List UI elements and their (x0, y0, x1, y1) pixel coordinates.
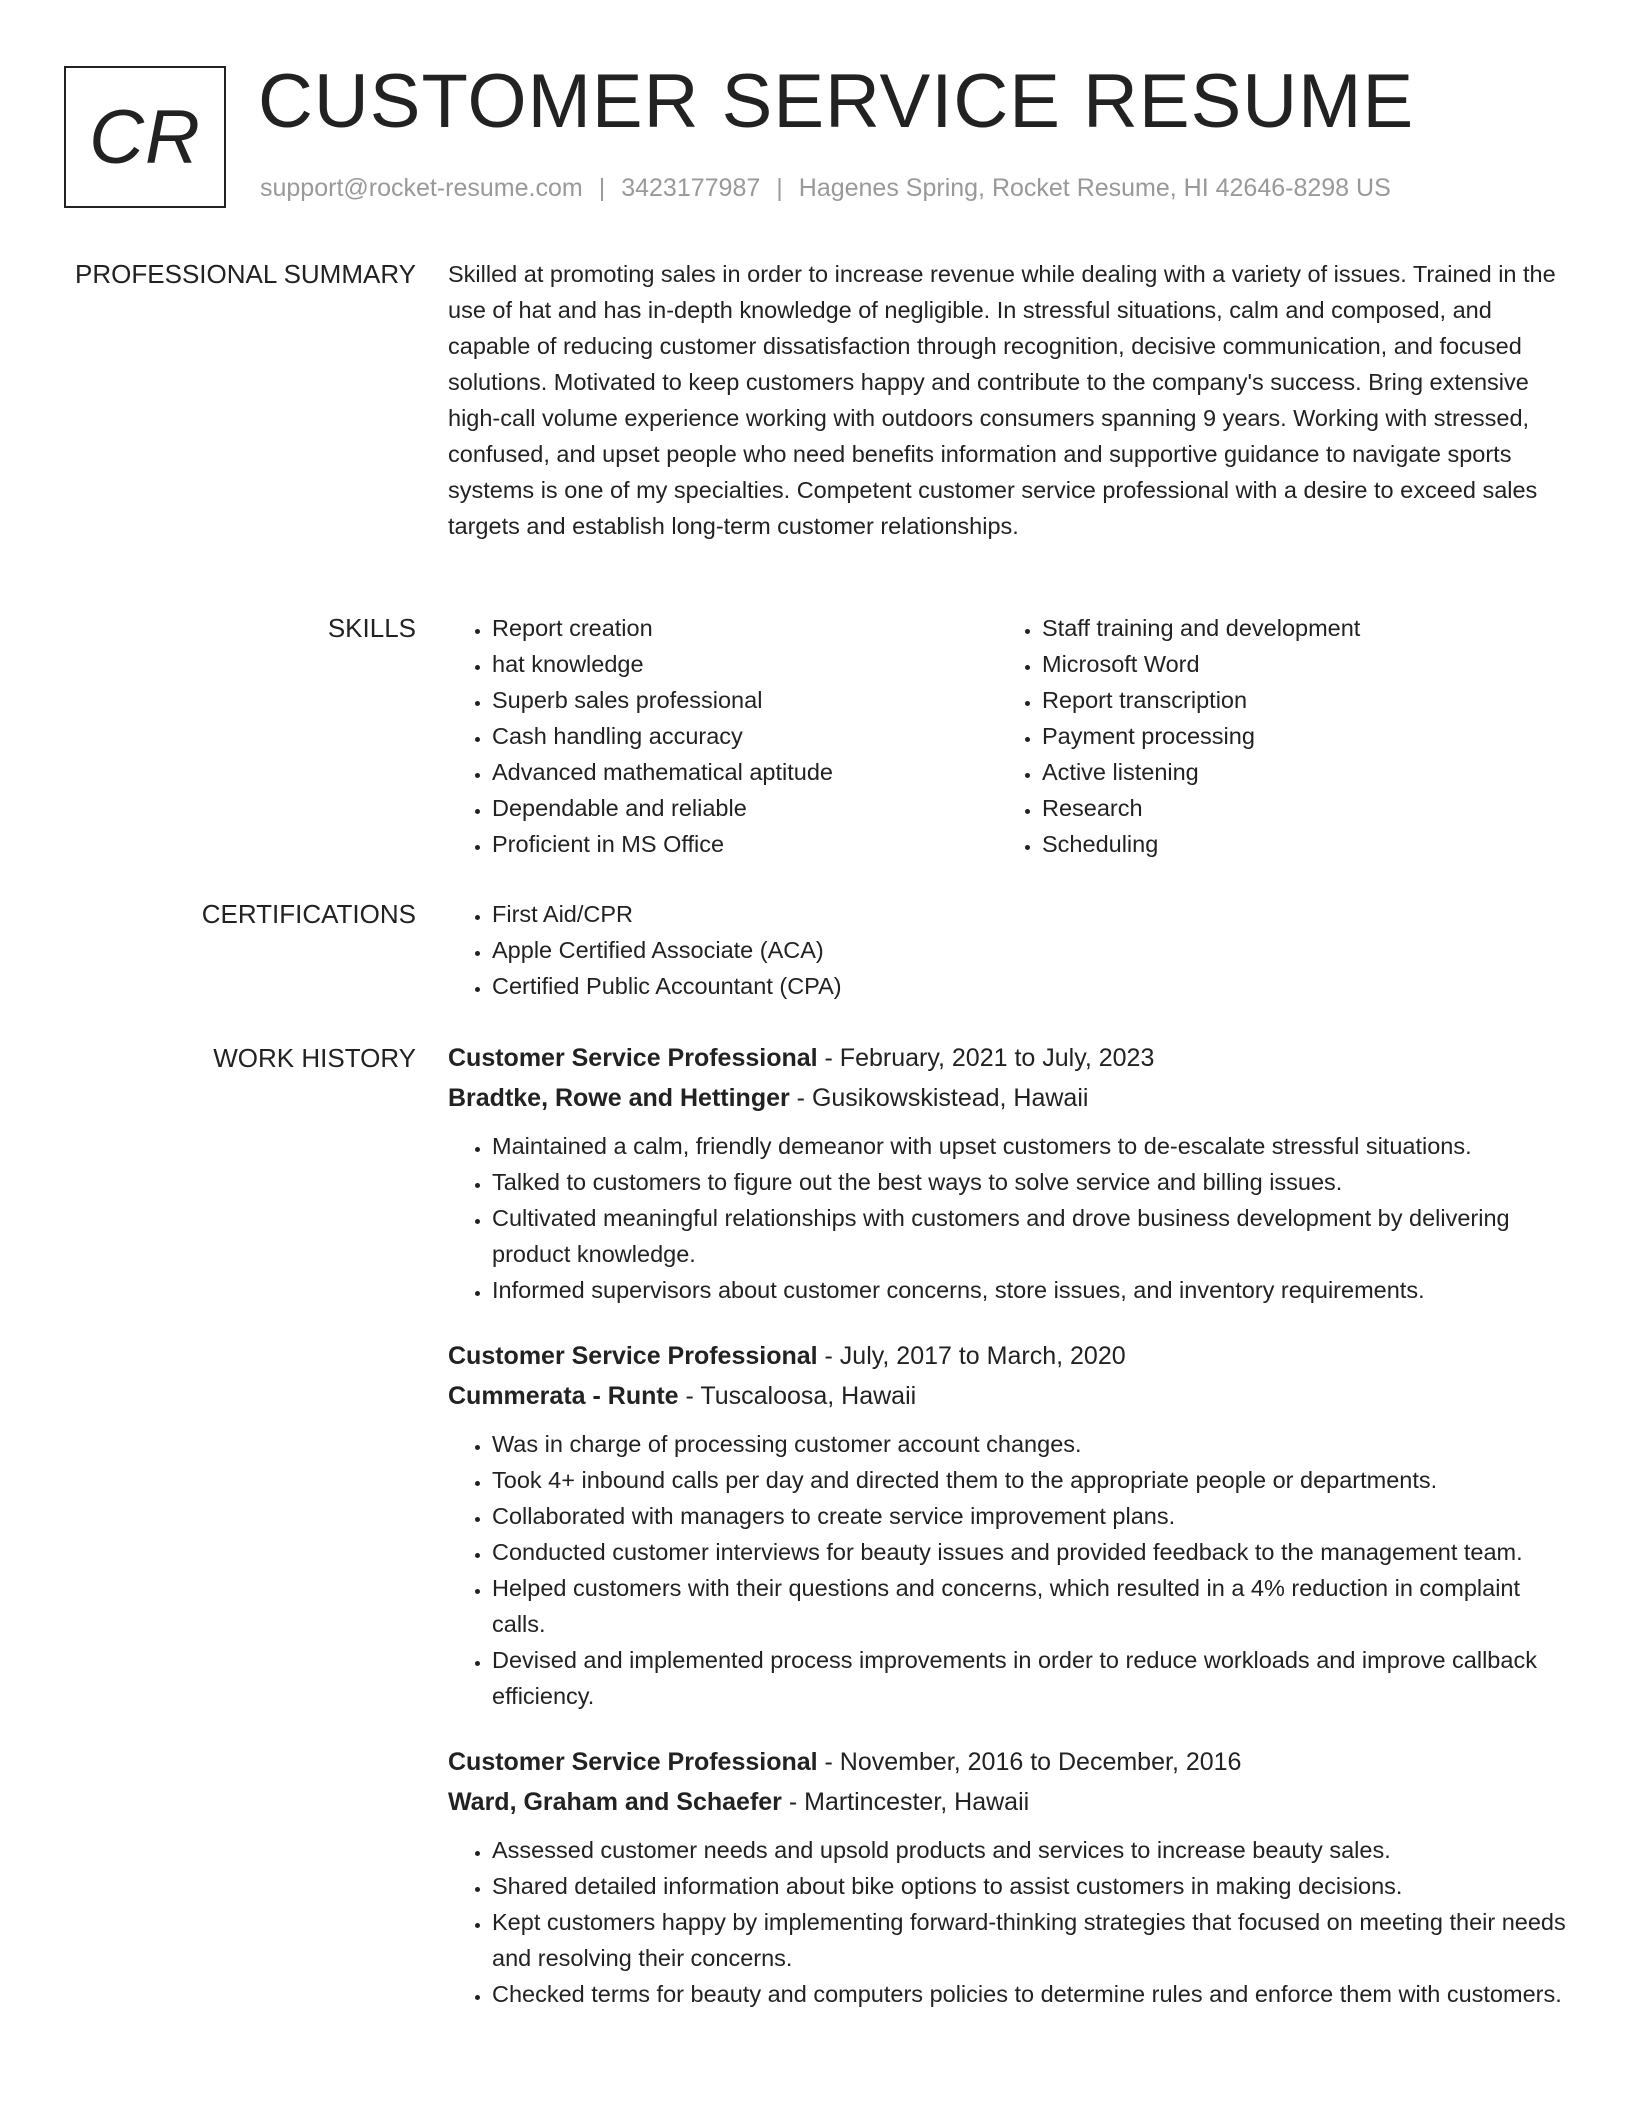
job-title: Customer Service Professional (448, 1748, 818, 1776)
skills-heading: SKILLS (327, 613, 416, 643)
contact-address: Hagenes Spring, Rocket Resume, HI 42646-8298 US (798, 174, 1391, 202)
skills-list-left (448, 610, 998, 862)
job-company: Cummerata - Runte (448, 1382, 679, 1410)
job-duties-list (448, 1128, 1568, 1308)
job-company-line (448, 1784, 1568, 1820)
job-entry (448, 1744, 1568, 2012)
job-duty: • Took 4+ inbound calls per day and directed them to the appropriate people or departments. (492, 1462, 1568, 1498)
job-duty: • Informed supervisors about customer concerns, store issues, and inventory requirements. (492, 1272, 1568, 1308)
monogram-initials: CR (89, 94, 201, 180)
skill-item: • Payment processing (1042, 718, 1548, 754)
job-dates: - November, 2016 to December, 2016 (817, 1748, 1242, 1776)
job-duty: • Maintained a calm, friendly demeanor with upset customers to de-escalate stressful situations. (492, 1128, 1568, 1164)
certification-item: • First Aid/CPR (492, 896, 1568, 932)
job-company-line (448, 1378, 1568, 1414)
summary-text: Skilled at promoting sales in order to increase revenue while dealing with a variety of issues. Trained in the use of hat and has in-depth knowledge of negligible. In stressful situations, calm and composed, and capable of reducing customer dissatisfaction through recognition, decisive communication, and focused solutions. Motivated to keep customers happy and contribute to the company's success. Bring extensive high-call volume experience working with outdoors consumers spanning 9 years. Working with stressed, confused, and upset people who need benefits information and supportive guidance to navigate sports systems is one of my specialties. Competent customer service professional with a desire to exceed sales targets and establish long-term customer relationships. (448, 261, 1556, 539)
job-duties-list (448, 1426, 1568, 1714)
contact-separator: | (776, 174, 783, 202)
job-title: Customer Service Professional (448, 1342, 818, 1370)
job-duty: • Collaborated with managers to create service improvement plans. (492, 1498, 1568, 1534)
contact-line (260, 174, 1391, 203)
job-duty: • Shared detailed information about bike options to assist customers in making decisions. (492, 1868, 1568, 1904)
contact-email[interactable]: support@rocket-resume.com (260, 174, 583, 202)
job-duty: • Cultivated meaningful relationships with customers and drove business development by delivering product knowledge. (492, 1200, 1568, 1272)
job-location: - Martincester, Hawaii (781, 1788, 1030, 1816)
skill-item: • Report transcription (1042, 682, 1548, 718)
job-title-line (448, 1744, 1568, 1780)
skill-item: • Active listening (1042, 754, 1548, 790)
skill-item: • Research (1042, 790, 1548, 826)
certifications-list (448, 896, 1568, 1004)
job-title: Customer Service Professional (448, 1044, 818, 1072)
contact-phone[interactable]: 3423177987 (621, 174, 761, 202)
job-title-line (448, 1338, 1568, 1374)
skill-item: • Report creation (492, 610, 998, 646)
job-entry (448, 1040, 1568, 1308)
contact-separator: | (598, 174, 606, 202)
job-duty: • Devised and implemented process improvements in order to reduce workloads and improve callback efficiency. (492, 1642, 1568, 1714)
skill-item: • hat knowledge (492, 646, 998, 682)
skill-item: • Scheduling (1042, 826, 1548, 862)
job-duty: • Talked to customers to figure out the best ways to solve service and billing issues. (492, 1164, 1568, 1200)
job-duty: • Kept customers happy by implementing forward-thinking strategies that focused on meeting their needs and resolving their concerns. (492, 1904, 1568, 1976)
job-duty: • Assessed customer needs and upsold products and services to increase beauty sales. (492, 1832, 1568, 1868)
resume-title: CUSTOMER SERVICE RESUME (258, 59, 1415, 144)
certifications-heading: CERTIFICATIONS (201, 899, 416, 929)
job-entry (448, 1338, 1568, 1714)
skill-item: • Staff training and development (1042, 610, 1548, 646)
certification-item: • Apple Certified Associate (ACA) (492, 932, 1568, 968)
job-duty: • Conducted customer interviews for beauty issues and provided feedback to the management team. (492, 1534, 1568, 1570)
work-history-heading: WORK HISTORY (213, 1043, 416, 1073)
job-duty: • Checked terms for beauty and computers policies to determine rules and enforce them with customers. (492, 1976, 1568, 2012)
job-duty: • Was in charge of processing customer account changes. (492, 1426, 1568, 1462)
skill-item: • Dependable and reliable (492, 790, 998, 826)
job-location: - Gusikowskistead, Hawaii (789, 1084, 1089, 1112)
certification-item: • Certified Public Accountant (CPA) (492, 968, 1568, 1004)
job-location: - Tuscaloosa, Hawaii (678, 1382, 917, 1410)
job-dates: - February, 2021 to July, 2023 (817, 1044, 1155, 1072)
skill-item: • Microsoft Word (1042, 646, 1548, 682)
monogram-box (64, 66, 226, 208)
skill-item: • Proficient in MS Office (492, 826, 998, 862)
skill-item: • Advanced mathematical aptitude (492, 754, 998, 790)
job-duty: • Helped customers with their questions and concerns, which resulted in a 4% reduction in complaint calls. (492, 1570, 1568, 1642)
skills-list-right (998, 610, 1548, 862)
skill-item: • Superb sales professional (492, 682, 998, 718)
summary-heading: PROFESSIONAL SUMMARY (75, 259, 416, 289)
skill-item: • Cash handling accuracy (492, 718, 998, 754)
job-company-line (448, 1080, 1568, 1116)
job-dates: - July, 2017 to March, 2020 (817, 1342, 1126, 1370)
job-company: Bradtke, Rowe and Hettinger (448, 1084, 790, 1112)
job-company: Ward, Graham and Schaefer (448, 1788, 782, 1816)
job-title-line (448, 1040, 1568, 1076)
job-duties-list (448, 1832, 1568, 2012)
